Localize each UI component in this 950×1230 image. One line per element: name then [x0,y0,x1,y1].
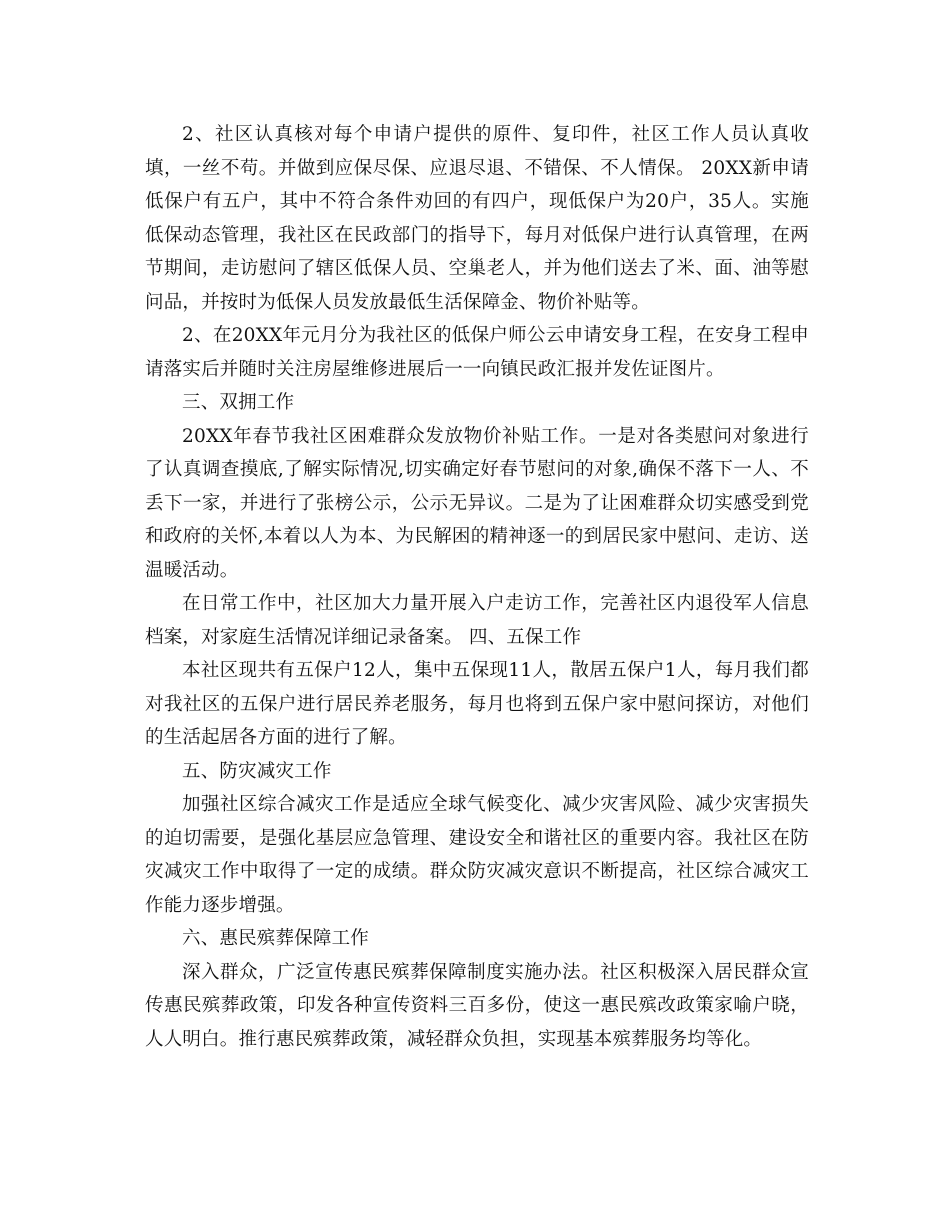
paragraph-household-visits: 在日常工作中，社区加大力量开展入户走访工作，完善社区内退役军人信息档案，对家庭生活情况详细记录备案。 四、五保工作 [145,593,809,648]
section-heading-disaster-prevention: 五、防灾减灾工作 [182,760,332,782]
paragraph-funeral-policy: 深入群众，广泛宣传惠民殡葬保障制度实施办法。社区积极深入居民群众宣传惠民殡葬政策，印发各种宣传资料三百多份，使这一惠民殡改政策家喻户晓，人人明白。推行惠民殡葬政策，减轻群众负担，实现基本殡葬服务均等化。 [145,961,809,1050]
section-heading-funeral-support: 六、惠民殡葬保障工作 [182,928,370,949]
paragraph-review-applications: 2、社区认真核对每个申请户提供的原件、复印件，社区工作人员认真收填，一丝不苟。并做到应保尽保、应退尽退、不错保、不人情保。 20XX新申请低保户有五户，其中不符合条件劝回的有四户，现低保户为20户，35人。实施低保动态管理，我社区在民政部门的指导下，每月对低保户进行认真管理，在两节期间，走访慰问了辖区低保人员、空巢老人，并为他们送去了米、面、油等慰问品，并按时为低保人员发放最低生活保障金、物价补贴等。 [145,124,809,313]
paragraph-spring-festival-subsidy: 20XX年春节我社区困难群众发放物价补贴工作。一是对各类慰问对象进行了认真调查摸底,了解实际情况,切实确定好春节慰问的对象,确保不落下一人、不丢下一家，并进行了张榜公示，公示无异议。二是为了让困难群众切实感受到党和政府的关怀,本着以人为本、为民解困的精神逐一的到居民家中慰问、走访、送温暖活动。 [145,425,809,581]
section-heading-military-support: 三、双拥工作 [182,392,295,413]
paragraph-disaster-reduction: 加强社区综合减灾工作是适应全球气候变化、减少灾害风险、减少灾害损失的迫切需要，是强化基层应急管理、建设安全和谐社区的重要内容。我社区在防灾减灾工作中取得了一定的成绩。群众防灾减灾意识不断提高，社区综合减灾工作能力逐步增强。 [145,794,809,916]
paragraph-five-guarantees: 本社区现共有五保户12人，集中五保现11人，散居五保户1人，每月我们都对我社区的五保户进行居民养老服务，每月也将到五保户家中慰问探访，对他们的生活起居各方面的进行了解。 [145,660,809,748]
body-text [145,118,809,1056]
paragraph-housing-project: 2、在20XX年元月分为我社区的低保户师公云申请安身工程，在安身工程申请落实后并随时关注房屋维修进展后一一向镇民政汇报并发佐证图片。 [145,325,809,380]
